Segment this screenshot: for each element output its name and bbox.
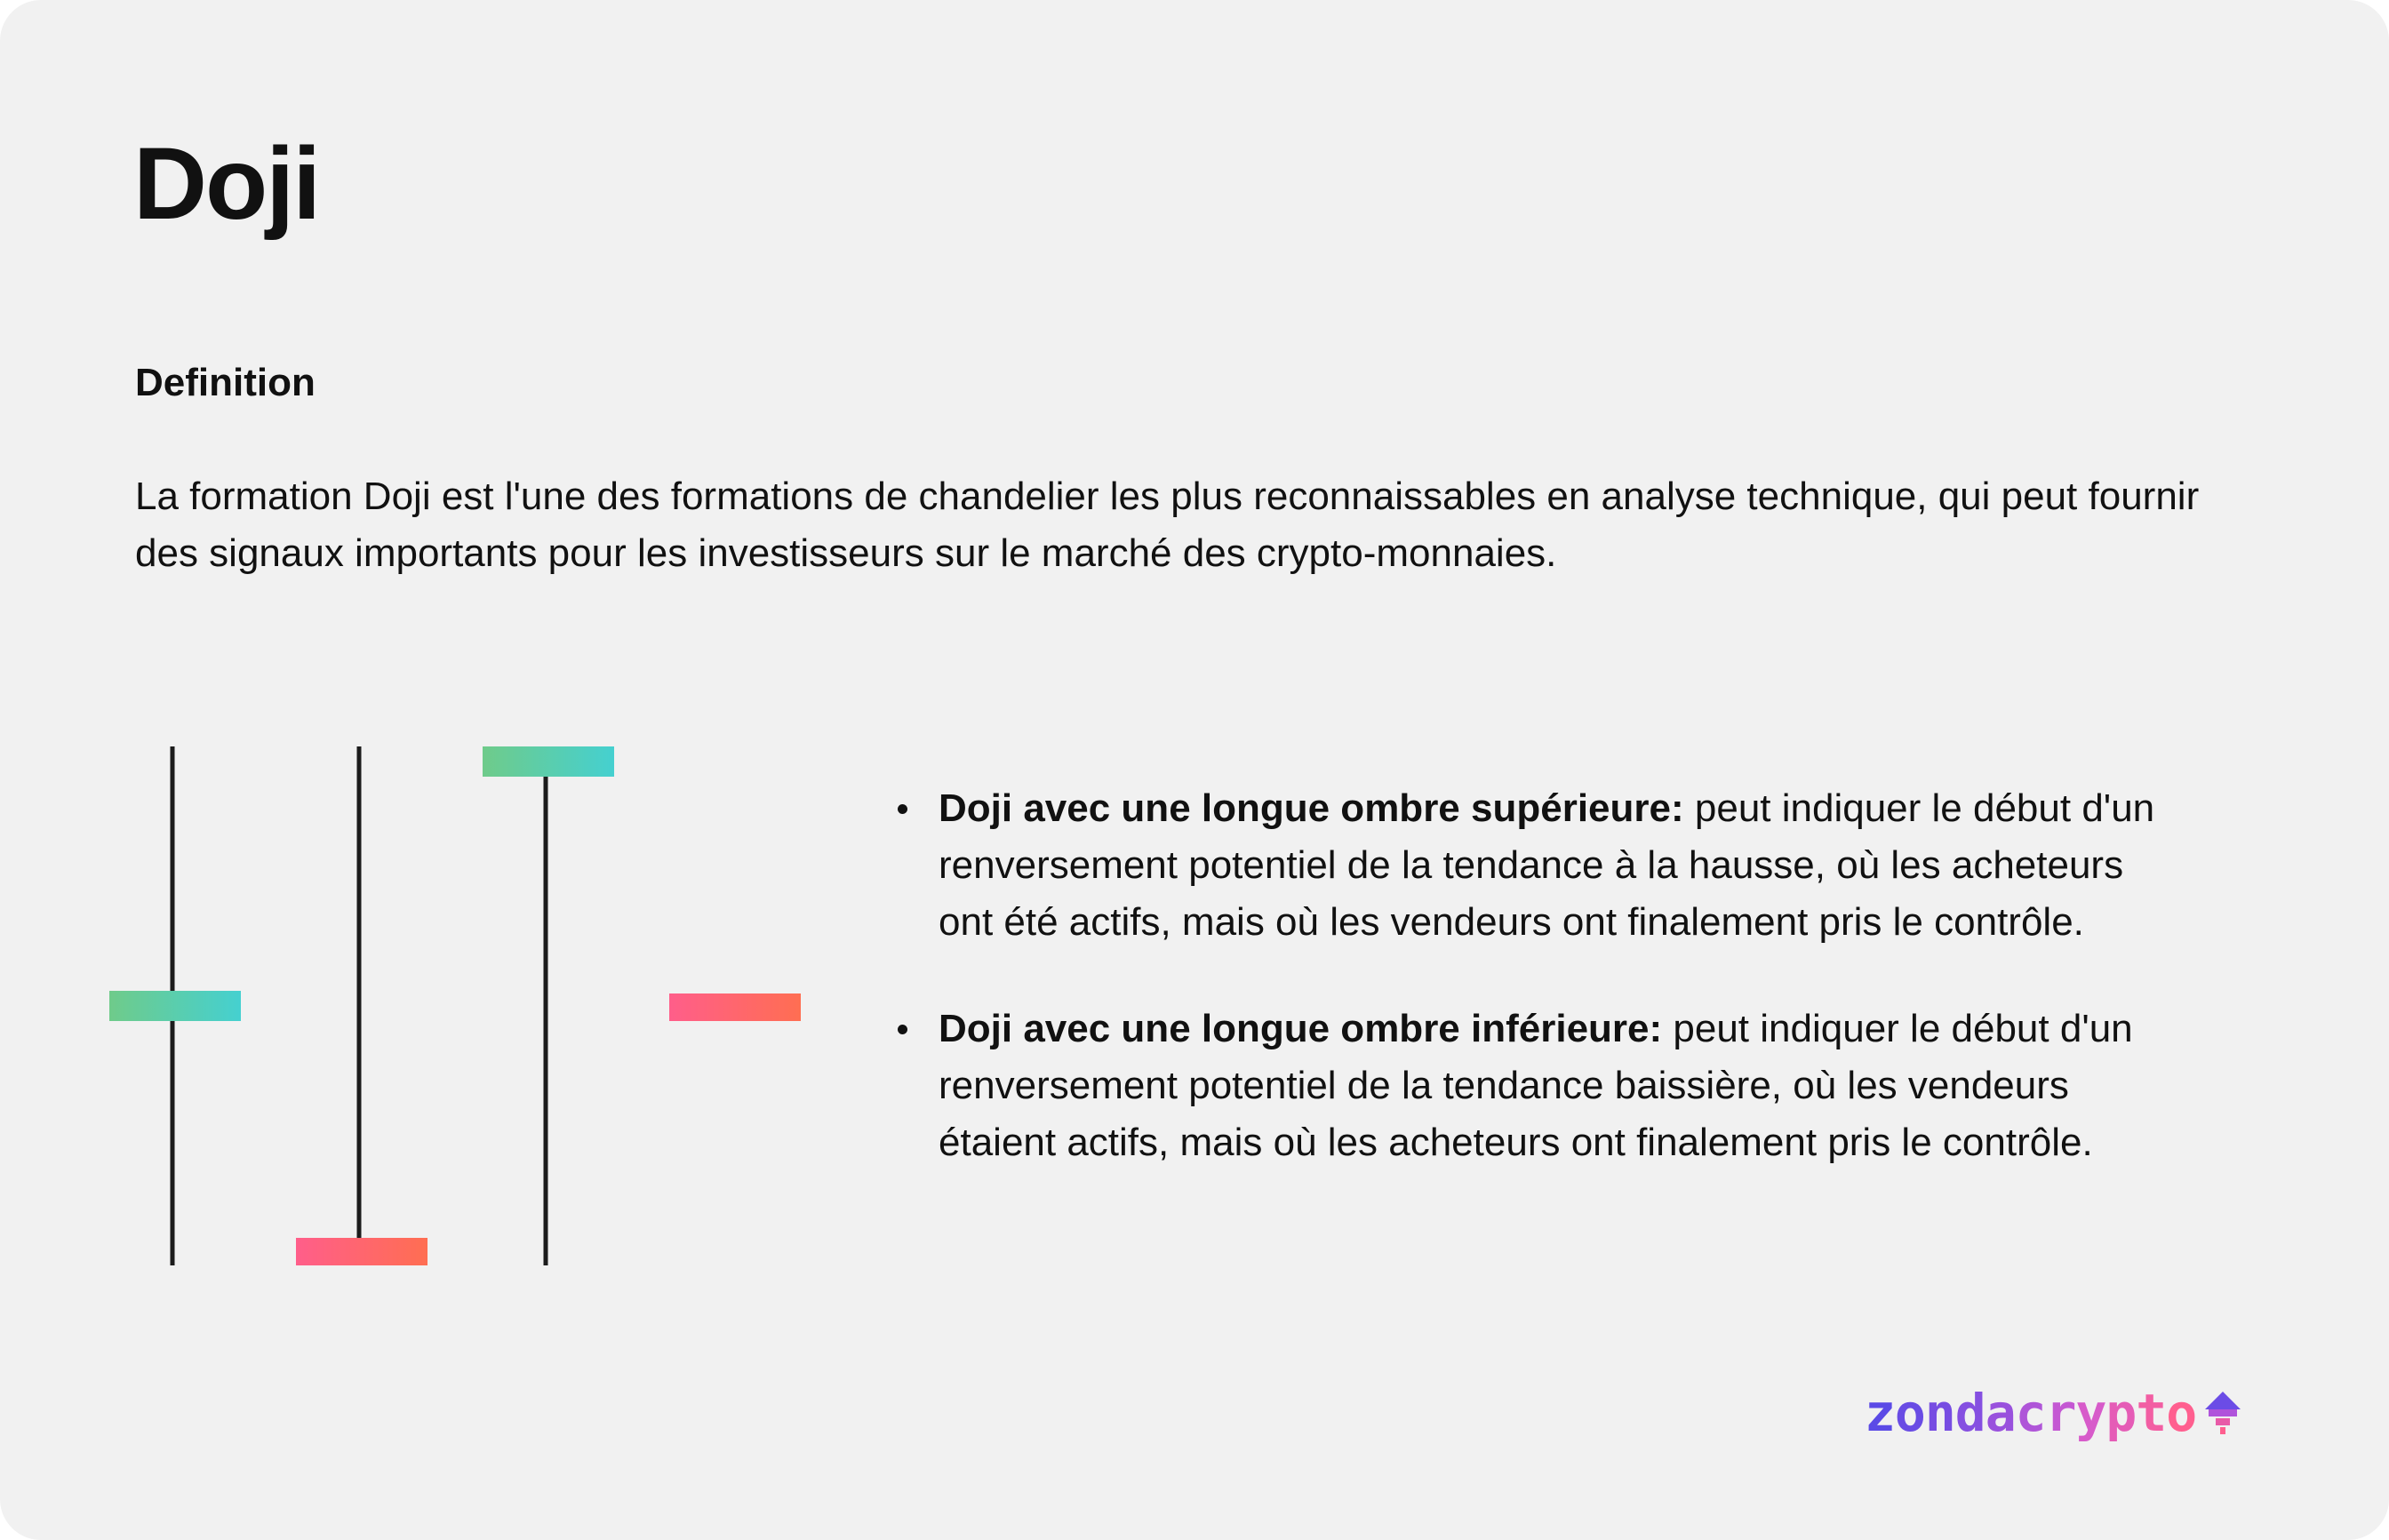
bullet-dot-icon xyxy=(898,1025,907,1034)
candle-body xyxy=(483,746,614,777)
bullet-dot-icon xyxy=(898,804,907,814)
brand-logo-letter: c xyxy=(2015,1383,2046,1443)
bullet-term: Doji avec une longue ombre inférieure: xyxy=(939,1007,1663,1050)
definition-text: La formation Doji est l'une des formations de chandelier les plus reconnaissables en analyse technique, qui peut fournir des signaux importants pour les investisseurs sur le marché des crypto-monnaies. xyxy=(135,475,2200,575)
brand-logo xyxy=(1865,1382,2244,1444)
candle-doji-long-lower-shadow xyxy=(483,746,614,1265)
brand-logo-text xyxy=(1865,1382,2196,1444)
brand-logo-letter: r xyxy=(2045,1383,2076,1443)
brand-logo-letter: z xyxy=(1865,1383,1895,1443)
candle-doji-four-price xyxy=(669,993,801,1021)
candle-body xyxy=(669,993,801,1021)
bullet-description: peut indiquer le début d'un renversement potentiel de la tendance baissière, où les vendeurs étaient actifs, mais où les acheteurs ont finalement pris le contrôle. xyxy=(939,1007,2133,1164)
candle-body xyxy=(296,1238,427,1265)
bullet-description: peut indiquer le début d'un renversement potentiel de la tendance à la hausse, où les acheteurs ont été actifs, mais où les vendeurs ont finalement pris le contrôle. xyxy=(939,786,2155,944)
candle-doji-long-upper-shadow xyxy=(296,746,427,1265)
section-heading: Definition xyxy=(135,361,316,404)
candlestick-illustration xyxy=(0,0,853,1540)
candle-doji-neutral xyxy=(109,746,241,1265)
page-title: Doji xyxy=(133,127,320,241)
brand-logo-letter: p xyxy=(2105,1383,2137,1443)
list-item xyxy=(889,1001,2186,1171)
bell-icon xyxy=(2201,1386,2244,1440)
brand-logo-letter: d xyxy=(1954,1383,1986,1443)
bullet-list xyxy=(889,780,2186,1221)
brand-logo-letter: y xyxy=(2075,1383,2106,1443)
brand-logo-letter: n xyxy=(1924,1383,1955,1443)
candle-body xyxy=(109,991,241,1021)
list-item xyxy=(889,780,2186,951)
bullet-term: Doji avec une longue ombre supérieure: xyxy=(939,786,1684,830)
brand-logo-letter: o xyxy=(1894,1383,1925,1443)
brand-logo-letter: t xyxy=(2136,1383,2167,1443)
brand-logo-letter: a xyxy=(1985,1383,2016,1443)
brand-logo-letter: o xyxy=(2166,1383,2197,1443)
